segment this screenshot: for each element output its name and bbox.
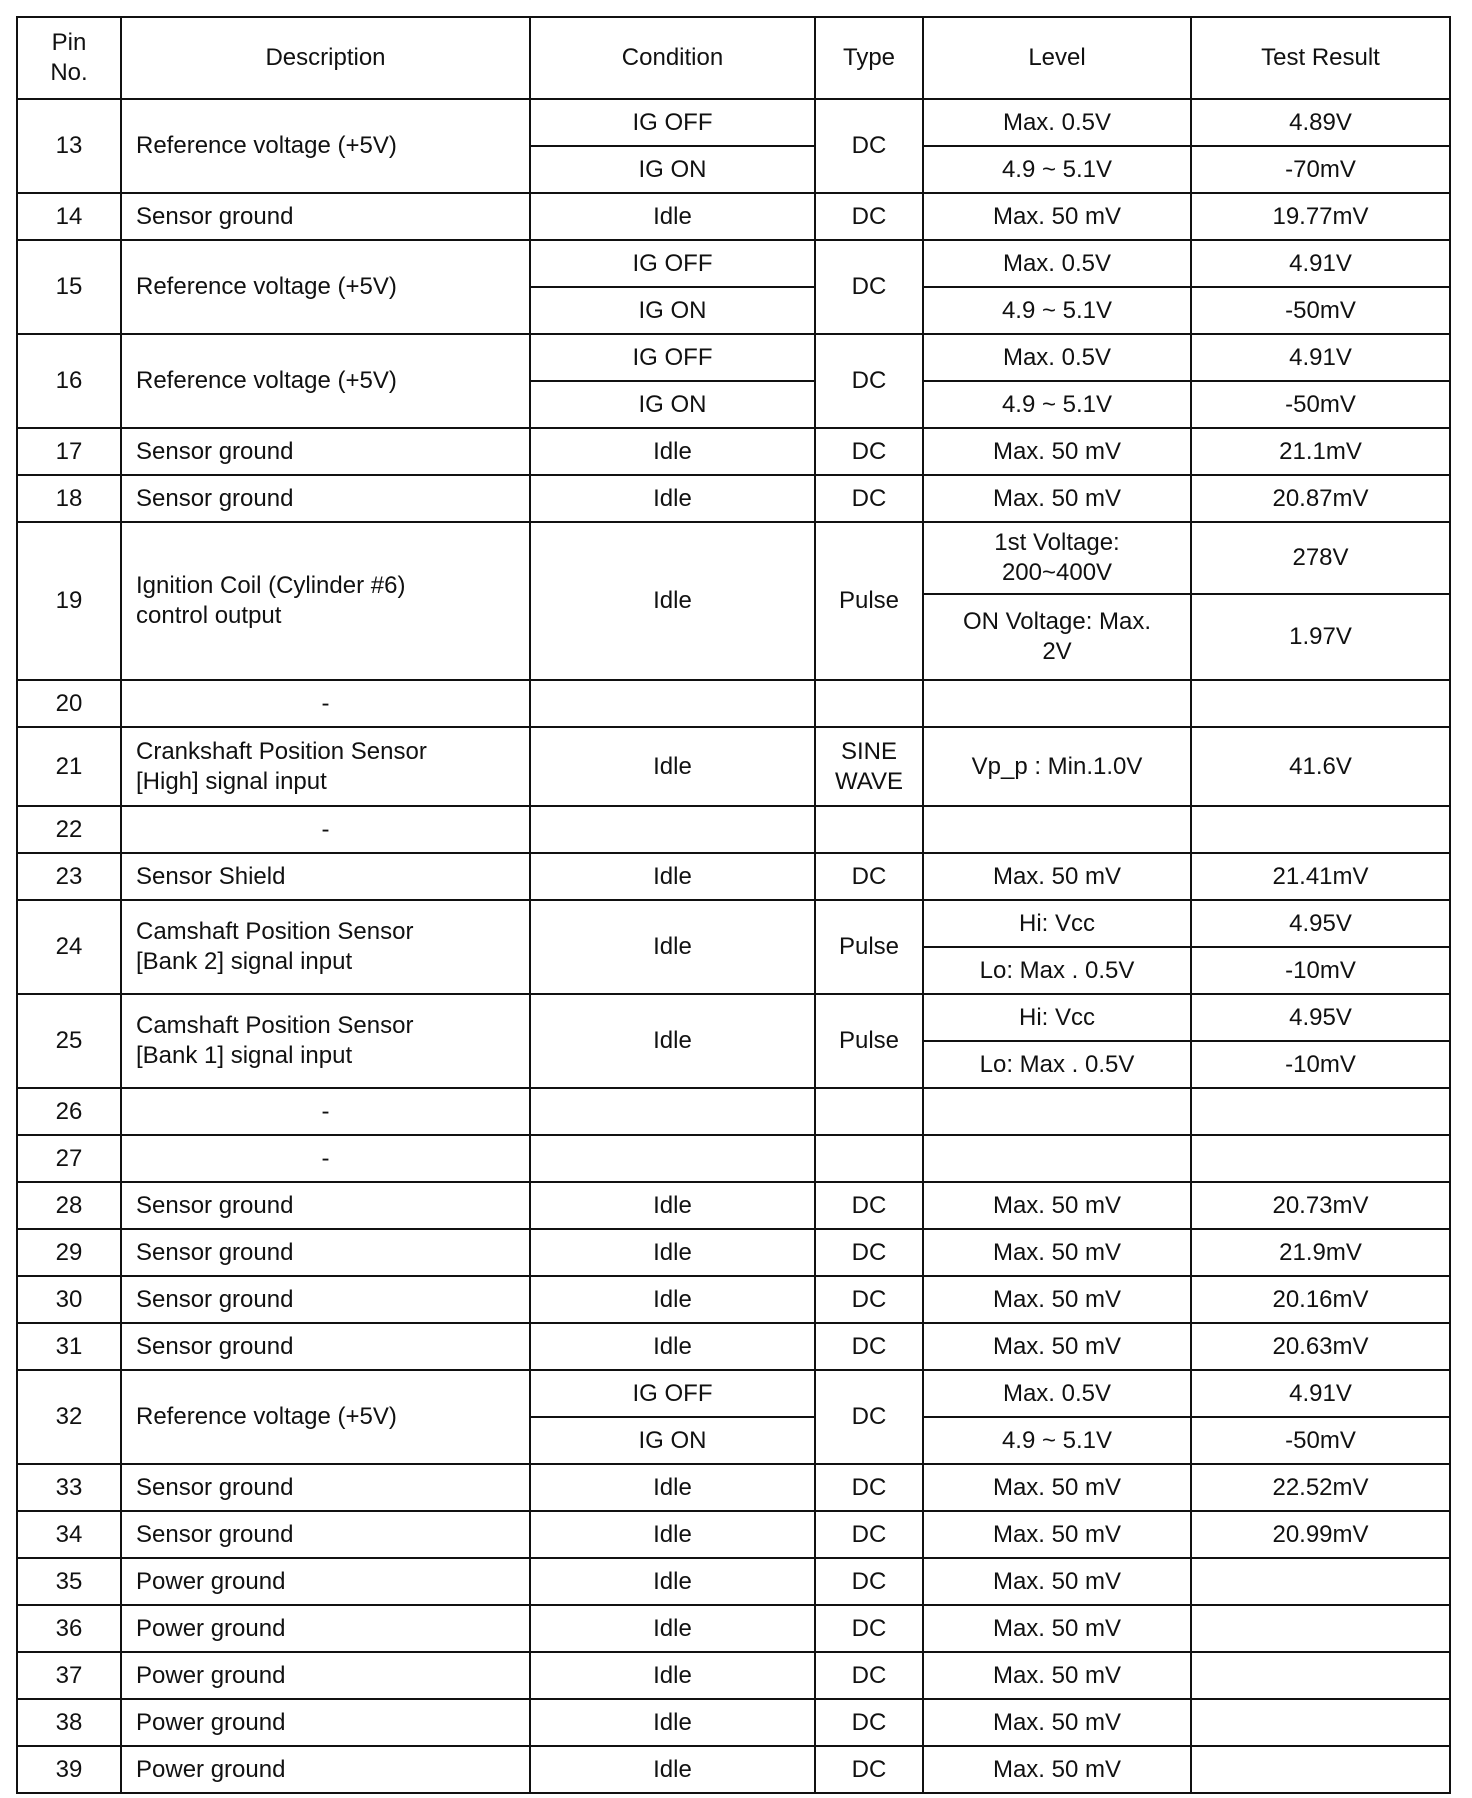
pin-number-cell: 27 [17, 1135, 121, 1182]
description-cell: Camshaft Position Sensor [Bank 2] signal input [121, 900, 530, 994]
description-cell: Reference voltage (+5V) [121, 240, 530, 334]
description-cell: Crankshaft Position Sensor [High] signal input [121, 727, 530, 806]
condition-cell: IG OFF [530, 99, 815, 146]
table-row [17, 99, 1450, 146]
test-result-cell [1191, 1699, 1450, 1746]
level-cell: Max. 50 mV [923, 1605, 1191, 1652]
description-cell: Sensor ground [121, 1182, 530, 1229]
test-result-cell: -50mV [1191, 287, 1450, 334]
test-result-cell: 4.91V [1191, 240, 1450, 287]
table-row [17, 475, 1450, 522]
condition-cell: Idle [530, 1605, 815, 1652]
type-cell: Pulse [815, 900, 923, 994]
header-type: Type [815, 17, 923, 99]
type-cell: DC [815, 1276, 923, 1323]
type-cell: DC [815, 1370, 923, 1464]
pin-number-cell: 20 [17, 680, 121, 727]
test-result-cell [1191, 680, 1450, 727]
level-cell: ON Voltage: Max. 2V [923, 594, 1191, 680]
pin-number-cell: 32 [17, 1370, 121, 1464]
condition-cell: Idle [530, 1323, 815, 1370]
table-row [17, 1229, 1450, 1276]
test-result-cell: 4.91V [1191, 334, 1450, 381]
table-row [17, 1511, 1450, 1558]
pin-test-table [16, 16, 1451, 1794]
table-row [17, 1558, 1450, 1605]
table-header-row [17, 17, 1450, 99]
description-cell: Sensor ground [121, 1464, 530, 1511]
type-cell: DC [815, 475, 923, 522]
type-cell: DC [815, 99, 923, 193]
table-row [17, 193, 1450, 240]
type-cell: DC [815, 1229, 923, 1276]
test-result-cell: 21.41mV [1191, 853, 1450, 900]
pin-number-cell: 23 [17, 853, 121, 900]
type-cell: DC [815, 1558, 923, 1605]
level-cell: Max. 50 mV [923, 1511, 1191, 1558]
description-cell: - [121, 680, 530, 727]
condition-cell: Idle [530, 1182, 815, 1229]
condition-cell: Idle [530, 1652, 815, 1699]
condition-cell: Idle [530, 1699, 815, 1746]
pin-number-cell: 38 [17, 1699, 121, 1746]
type-cell: DC [815, 1746, 923, 1793]
description-cell: Camshaft Position Sensor [Bank 1] signal input [121, 994, 530, 1088]
pin-number-cell: 26 [17, 1088, 121, 1135]
level-cell: Max. 50 mV [923, 193, 1191, 240]
pin-number-cell: 34 [17, 1511, 121, 1558]
pin-number-cell: 21 [17, 727, 121, 806]
table-row [17, 1370, 1450, 1417]
table-row [17, 994, 1450, 1041]
table-row [17, 1699, 1450, 1746]
type-cell [815, 1135, 923, 1182]
table-row [17, 240, 1450, 287]
description-cell: Sensor ground [121, 1323, 530, 1370]
header-level: Level [923, 17, 1191, 99]
level-cell [923, 1088, 1191, 1135]
condition-cell: Idle [530, 1276, 815, 1323]
level-cell: Max. 50 mV [923, 428, 1191, 475]
test-result-cell: 19.77mV [1191, 193, 1450, 240]
condition-cell: Idle [530, 522, 815, 680]
table-row [17, 853, 1450, 900]
pin-number-cell: 39 [17, 1746, 121, 1793]
type-cell: DC [815, 1323, 923, 1370]
condition-cell: IG ON [530, 146, 815, 193]
table-row [17, 1323, 1450, 1370]
table-row [17, 727, 1450, 806]
test-result-cell: 21.9mV [1191, 1229, 1450, 1276]
condition-cell: Idle [530, 475, 815, 522]
description-cell: Power ground [121, 1558, 530, 1605]
description-cell: Power ground [121, 1605, 530, 1652]
level-cell [923, 806, 1191, 853]
pin-number-cell: 15 [17, 240, 121, 334]
type-cell: DC [815, 334, 923, 428]
test-result-cell: 20.63mV [1191, 1323, 1450, 1370]
description-cell: Ignition Coil (Cylinder #6) control output [121, 522, 530, 680]
header-pin-no: Pin No. [17, 17, 121, 99]
condition-cell [530, 1088, 815, 1135]
table-row [17, 1182, 1450, 1229]
test-result-cell [1191, 1088, 1450, 1135]
description-cell: Sensor Shield [121, 853, 530, 900]
level-cell: Hi: Vcc [923, 900, 1191, 947]
test-result-cell: 41.6V [1191, 727, 1450, 806]
condition-cell [530, 1135, 815, 1182]
level-cell: Max. 50 mV [923, 475, 1191, 522]
test-result-cell: 20.87mV [1191, 475, 1450, 522]
table-row [17, 1088, 1450, 1135]
type-cell [815, 1088, 923, 1135]
pin-number-cell: 22 [17, 806, 121, 853]
type-cell [815, 680, 923, 727]
type-cell: DC [815, 1464, 923, 1511]
pin-number-cell: 17 [17, 428, 121, 475]
level-cell: Hi: Vcc [923, 994, 1191, 1041]
level-cell: Max. 0.5V [923, 1370, 1191, 1417]
description-cell: Sensor ground [121, 1511, 530, 1558]
table-row [17, 334, 1450, 381]
type-cell: Pulse [815, 994, 923, 1088]
level-cell: Max. 0.5V [923, 334, 1191, 381]
level-cell: 4.9 ~ 5.1V [923, 1417, 1191, 1464]
test-result-cell [1191, 1746, 1450, 1793]
pin-number-cell: 31 [17, 1323, 121, 1370]
description-cell: Reference voltage (+5V) [121, 1370, 530, 1464]
table-row [17, 1652, 1450, 1699]
table-row [17, 680, 1450, 727]
level-cell: Max. 50 mV [923, 1182, 1191, 1229]
test-result-cell: 20.16mV [1191, 1276, 1450, 1323]
condition-cell [530, 806, 815, 853]
type-cell: SINE WAVE [815, 727, 923, 806]
header-condition: Condition [530, 17, 815, 99]
type-cell: Pulse [815, 522, 923, 680]
condition-cell: IG ON [530, 287, 815, 334]
test-result-cell: 20.73mV [1191, 1182, 1450, 1229]
level-cell: Max. 50 mV [923, 1746, 1191, 1793]
table-row [17, 428, 1450, 475]
pin-number-cell: 25 [17, 994, 121, 1088]
header-description: Description [121, 17, 530, 99]
description-cell: Power ground [121, 1652, 530, 1699]
type-cell: DC [815, 193, 923, 240]
level-cell: 4.9 ~ 5.1V [923, 146, 1191, 193]
pin-number-cell: 30 [17, 1276, 121, 1323]
test-result-cell: -70mV [1191, 146, 1450, 193]
condition-cell: Idle [530, 1746, 815, 1793]
pin-number-cell: 37 [17, 1652, 121, 1699]
pin-number-cell: 13 [17, 99, 121, 193]
condition-cell: IG ON [530, 1417, 815, 1464]
level-cell: Lo: Max . 0.5V [923, 947, 1191, 994]
table-row [17, 1276, 1450, 1323]
test-result-cell: -10mV [1191, 1041, 1450, 1088]
test-result-cell: 4.91V [1191, 1370, 1450, 1417]
level-cell: Max. 0.5V [923, 99, 1191, 146]
condition-cell: IG OFF [530, 1370, 815, 1417]
table-body [17, 99, 1450, 1793]
condition-cell: Idle [530, 428, 815, 475]
level-cell: Max. 50 mV [923, 1229, 1191, 1276]
test-result-cell [1191, 1605, 1450, 1652]
condition-cell: Idle [530, 900, 815, 994]
level-cell: Max. 0.5V [923, 240, 1191, 287]
pin-number-cell: 33 [17, 1464, 121, 1511]
type-cell [815, 806, 923, 853]
type-cell: DC [815, 1511, 923, 1558]
condition-cell: Idle [530, 1511, 815, 1558]
test-result-cell: -10mV [1191, 947, 1450, 994]
type-cell: DC [815, 1652, 923, 1699]
test-result-cell: 20.99mV [1191, 1511, 1450, 1558]
description-cell: Sensor ground [121, 193, 530, 240]
type-cell: DC [815, 1182, 923, 1229]
description-cell: Reference voltage (+5V) [121, 99, 530, 193]
table-row [17, 806, 1450, 853]
test-result-cell: 22.52mV [1191, 1464, 1450, 1511]
condition-cell: IG ON [530, 381, 815, 428]
condition-cell [530, 680, 815, 727]
level-cell [923, 680, 1191, 727]
description-cell: Power ground [121, 1746, 530, 1793]
type-cell: DC [815, 853, 923, 900]
table-row [17, 1135, 1450, 1182]
type-cell: DC [815, 240, 923, 334]
type-cell: DC [815, 428, 923, 475]
test-result-cell: 278V [1191, 522, 1450, 594]
condition-cell: Idle [530, 727, 815, 806]
description-cell: - [121, 1135, 530, 1182]
description-cell: Sensor ground [121, 428, 530, 475]
test-result-cell: 4.95V [1191, 900, 1450, 947]
level-cell: Max. 50 mV [923, 853, 1191, 900]
test-result-cell [1191, 1558, 1450, 1605]
test-result-cell: 21.1mV [1191, 428, 1450, 475]
pin-number-cell: 36 [17, 1605, 121, 1652]
level-cell: 1st Voltage: 200~400V [923, 522, 1191, 594]
level-cell: Vp_p : Min.1.0V [923, 727, 1191, 806]
description-cell: Power ground [121, 1699, 530, 1746]
description-cell: Sensor ground [121, 1229, 530, 1276]
test-result-cell: 4.95V [1191, 994, 1450, 1041]
pin-number-cell: 24 [17, 900, 121, 994]
level-cell: Max. 50 mV [923, 1323, 1191, 1370]
pin-number-cell: 19 [17, 522, 121, 680]
test-result-cell [1191, 1652, 1450, 1699]
type-cell: DC [815, 1699, 923, 1746]
table-row [17, 522, 1450, 594]
table-row [17, 1746, 1450, 1793]
type-cell: DC [815, 1605, 923, 1652]
table-row [17, 1464, 1450, 1511]
description-cell: - [121, 806, 530, 853]
level-cell: Max. 50 mV [923, 1699, 1191, 1746]
pin-number-cell: 14 [17, 193, 121, 240]
condition-cell: Idle [530, 1558, 815, 1605]
test-result-cell [1191, 806, 1450, 853]
level-cell: Lo: Max . 0.5V [923, 1041, 1191, 1088]
description-cell: - [121, 1088, 530, 1135]
condition-cell: Idle [530, 193, 815, 240]
test-result-cell: -50mV [1191, 381, 1450, 428]
level-cell: Max. 50 mV [923, 1652, 1191, 1699]
pin-number-cell: 28 [17, 1182, 121, 1229]
test-result-cell: 4.89V [1191, 99, 1450, 146]
condition-cell: Idle [530, 994, 815, 1088]
level-cell: Max. 50 mV [923, 1464, 1191, 1511]
table-row [17, 1605, 1450, 1652]
header-test-result: Test Result [1191, 17, 1450, 99]
level-cell: 4.9 ~ 5.1V [923, 287, 1191, 334]
condition-cell: Idle [530, 853, 815, 900]
pin-number-cell: 18 [17, 475, 121, 522]
test-result-cell: 1.97V [1191, 594, 1450, 680]
table-row [17, 900, 1450, 947]
test-result-cell: -50mV [1191, 1417, 1450, 1464]
level-cell [923, 1135, 1191, 1182]
condition-cell: Idle [530, 1464, 815, 1511]
description-cell: Sensor ground [121, 475, 530, 522]
description-cell: Reference voltage (+5V) [121, 334, 530, 428]
description-cell: Sensor ground [121, 1276, 530, 1323]
condition-cell: Idle [530, 1229, 815, 1276]
level-cell: Max. 50 mV [923, 1558, 1191, 1605]
condition-cell: IG OFF [530, 334, 815, 381]
pin-number-cell: 35 [17, 1558, 121, 1605]
test-result-cell [1191, 1135, 1450, 1182]
pin-number-cell: 16 [17, 334, 121, 428]
pin-number-cell: 29 [17, 1229, 121, 1276]
condition-cell: IG OFF [530, 240, 815, 287]
level-cell: Max. 50 mV [923, 1276, 1191, 1323]
level-cell: 4.9 ~ 5.1V [923, 381, 1191, 428]
